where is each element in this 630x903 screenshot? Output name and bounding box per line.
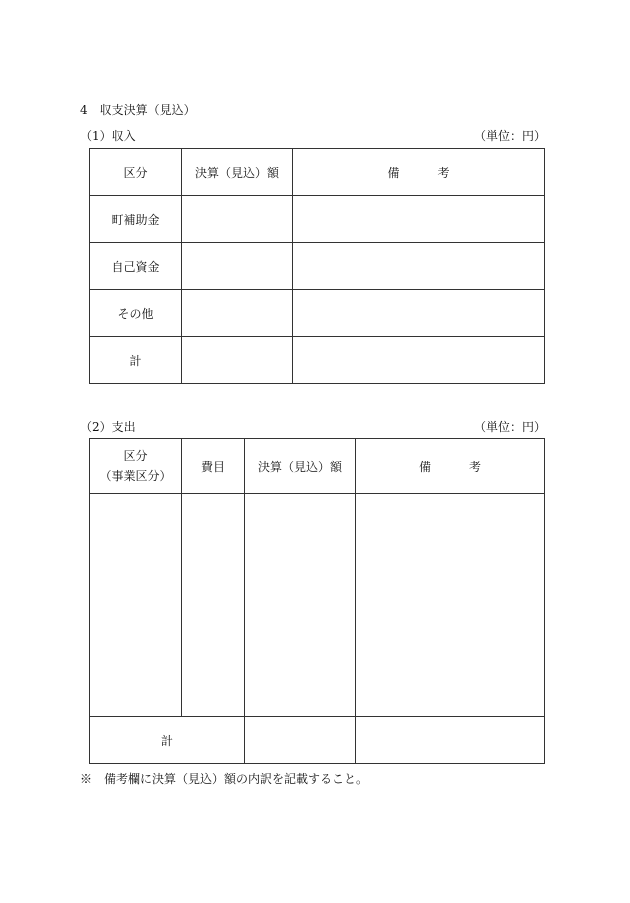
income-table	[89, 148, 545, 384]
expense-header-row	[90, 439, 545, 494]
expense-total-label: 計	[90, 717, 245, 764]
expense-header-remarks: 備 考	[356, 439, 545, 494]
expense-table	[89, 438, 545, 764]
expense-item-cell	[182, 494, 245, 717]
footnote: ※ 備考欄に決算（見込）額の内訳を記載すること。	[80, 772, 369, 786]
income-row-label: 自己資金	[90, 243, 182, 290]
income-row-amount-cell	[182, 243, 293, 290]
income-row-amount-cell	[182, 196, 293, 243]
income-header-remarks: 備 考	[293, 149, 545, 196]
expense-header-amount: 決算（見込）額	[245, 439, 356, 494]
expense-total-amount-cell	[245, 717, 356, 764]
income-heading: （1）収入	[80, 129, 136, 143]
income-unit-label: （単位：円）	[474, 129, 547, 143]
income-row-label: 町補助金	[90, 196, 182, 243]
expense-amount-cell	[245, 494, 356, 717]
expense-category-cell	[90, 494, 182, 717]
income-row-other	[90, 290, 545, 337]
income-row-remarks-cell	[293, 290, 545, 337]
expense-header-category: 区分 （事業区分）	[90, 439, 182, 494]
income-row-label: その他	[90, 290, 182, 337]
income-total-label: 計	[90, 337, 182, 384]
income-row-amount-cell	[182, 290, 293, 337]
income-row-remarks-cell	[293, 243, 545, 290]
expense-header-item: 費目	[182, 439, 245, 494]
income-row-own-funds	[90, 243, 545, 290]
section-title: 4 収支決算（見込）	[80, 103, 196, 117]
income-header-amount: 決算（見込）額	[182, 149, 293, 196]
expense-total-row	[90, 717, 545, 764]
income-row-remarks-cell	[293, 196, 545, 243]
income-header-category: 区分	[90, 149, 182, 196]
income-row-town-subsidy	[90, 196, 545, 243]
income-total-amount-cell	[182, 337, 293, 384]
expense-body-row	[90, 494, 545, 717]
income-total-row	[90, 337, 545, 384]
expense-total-remarks-cell	[356, 717, 545, 764]
income-header-row	[90, 149, 545, 196]
income-total-remarks-cell	[293, 337, 545, 384]
expense-heading: （2）支出	[80, 420, 136, 434]
expense-remarks-cell	[356, 494, 545, 717]
expense-unit-label: （単位：円）	[474, 420, 547, 434]
